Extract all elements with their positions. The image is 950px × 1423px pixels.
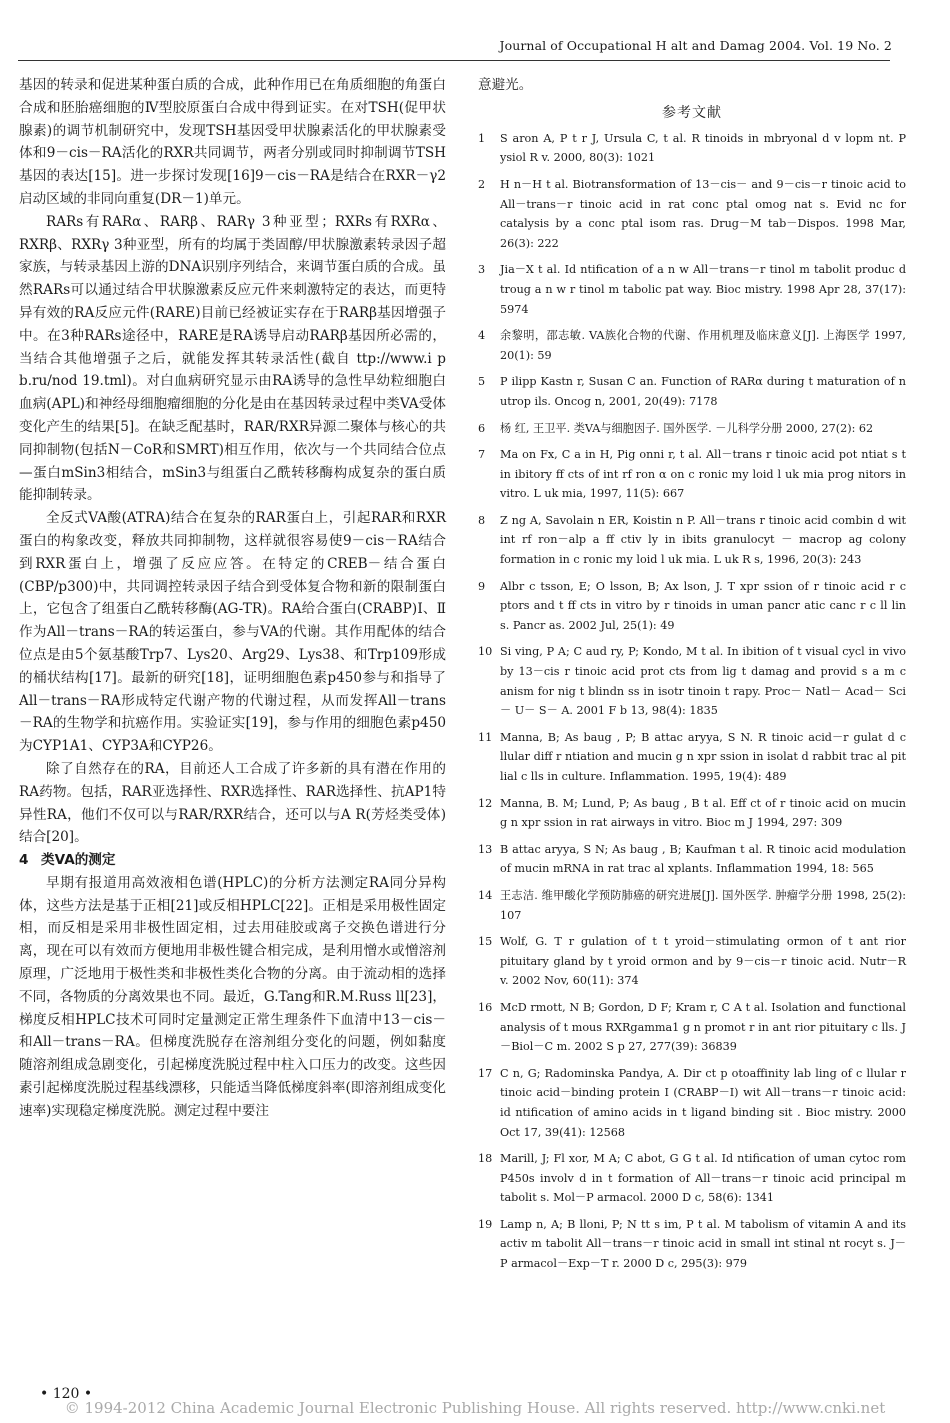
body-paragraph: 除了自然存在的RA，目前还人工合成了许多新的具有潜在作用的RA药物。包括，RAR亚选择性、RXR选择性、RAR选择性、抗AP1特异性RA，他们不仅可以与RAR/RXR结合，还可以与A R(芳烃类受体)结合[20]。 xyxy=(19,760,446,846)
reference-number: 15 xyxy=(478,935,493,949)
reference-number: 2 xyxy=(478,177,486,191)
reference-item xyxy=(478,372,906,411)
reference-text: H n－H t al. Biotransformation of 13－cis－ and 9－cis－r tinoic acid to All－trans－r tinoic acid in rat conc ptal omog nat s. Evid nc for catalysis by a conc ptal isom ras. Drug－M tab－Dispos. 1998 Mar, 26(3): 222 xyxy=(500,177,906,250)
right-column xyxy=(478,74,906,1281)
reference-item xyxy=(478,1064,906,1142)
reference-number: 16 xyxy=(478,1000,493,1014)
reference-item xyxy=(478,175,906,253)
reference-text: Si ving, P A; C aud ry, P; Kondo, M t al. In ibition of t visual cycl in vivo by 13－cis r tinoic acid prot cts from lig t damag and provid s a m c anism for nig t blindn ss in isotr tinoin t rapy. Proc－ Natl－ Acad－ Sci－ U－ S－ A. 2001 F b 13, 98(4): 1835 xyxy=(500,645,906,718)
reference-number: 18 xyxy=(478,1152,493,1166)
running-header: Journal of Occupational H alt and Damag 2004. Vol. 19 No. 2 xyxy=(499,38,892,53)
references-title: 参考文献 xyxy=(662,104,722,121)
copyright-footer: © 1994-2012 China Academic Journal Electronic Publishing House. All rights reserved. http://www.cnki.net xyxy=(64,1399,886,1417)
reference-text: Wolf, G. T r gulation of t t yroid－stimulating ormon of t ant rior pituitary gland by t yroid ormon and by 9－cis－r tinoic acid. Nutr－R v. 2002 Nov, 60(11): 374 xyxy=(500,935,906,988)
reference-text: Ma on Fx, C a in H, Pig onni r, t al. All－trans r tinoic acid pot ntiat s t in ibitory ff cts of int rf ron α on c ronic my loid l uk mia prog nitors in vitro. L uk mia, 1997, 11(5): 667 xyxy=(500,448,906,501)
reference-text: S aron A, P t r J, Ursula C, t al. R tinoids in mbryonal d v lopm nt. P ysiol R v. 2000, 80(3): 1021 xyxy=(500,131,906,165)
reference-item xyxy=(478,1215,906,1274)
header-rule xyxy=(18,60,890,61)
reference-text: McD rmott, N B; Gordon, D F; Kram r, C A t al. Isolation and functional analysis of t mous RXRgamma1 g n promot r in ant rior pituitary c lls. J－Biol－C m. 2002 S p 27, 277(39): 36839 xyxy=(500,1000,906,1054)
reference-item xyxy=(478,326,906,365)
reference-text: Manna, B. M; Lund, P; As baug , B t al. Eff ct of r tinoic acid on mucin g n xpr ssion in rat airways in vitro. Bioc m J 1994, 297: 309 xyxy=(500,796,906,830)
reference-number: 19 xyxy=(478,1217,493,1231)
section-heading xyxy=(19,849,446,872)
reference-item xyxy=(478,886,906,925)
reference-text: 余黎明，邵志敏. VA族化合物的代谢、作用机理及临床意义[J]. 上海医学 1997, 20(1): 59 xyxy=(500,329,906,362)
reference-item xyxy=(478,260,906,319)
body-paragraph: 全反式VA酸(ATRA)结合在复杂的RAR蛋白上，引起RAR和RXR蛋白的构象改变，释放共同抑制物，这样就很容易使9－cis－RA结合到RXR蛋白上，增强了反应应答。在特定的CREB－结合蛋白(CBP/p300)中，共同调控转录因子结合到受体复合物和新的限制蛋白上，它包含了组蛋白乙酰转移酶(AG-TR)。RA给合蛋白(CRABP)Ⅰ、Ⅱ作为All－trans－RA的转运蛋白，参与VA的代谢。其作用配体的结合位点是由5个氨基酸Trp7、Lys20、Arg29、Lys38、和Trp109形成的桶状结构[17]。最新的研究[18]，证明细胞色素p450参与和指导了All－trans－RA形成特定代谢产物的代谢过程，从而发挥All－trans－RA的生物学和抗癌作用。实验证实[19]，参与作用的细胞色素p450为CYP1A1、CYP3A和CYP26。 xyxy=(19,510,446,755)
reference-number: 17 xyxy=(478,1066,493,1080)
reference-text: Albr c tsson, E; O lsson, B; Ax lson, J. T xpr ssion of r tinoic acid r c ptors and t ff cts in vitro by r tinoids in uman pancr atic canc r c ll lin s. Pancr as. 2002 Jul, 25(1): 49 xyxy=(500,579,906,632)
reference-item xyxy=(478,129,906,168)
reference-list xyxy=(478,129,906,1274)
reference-number: 3 xyxy=(478,263,486,277)
reference-number: 6 xyxy=(478,421,486,435)
continued-paragraph: 意避光。 xyxy=(478,77,533,93)
reference-text: P ilipp Kastn r, Susan C an. Function of RARα during t maturation of n utrop ils. Oncog n, 2001, 20(49): 7178 xyxy=(500,375,906,408)
reference-text: C n, G; Radominska Pandya, A. Dir ct p otoaffinity lab ling of c llular r tinoic acid－binding protein I (CRABP－I) wit All－trans－r tinoic acid: id ntification of amino acids in t ligand binding sit . Bioc mistry. 2000 Oct 17, 39(41): 12568 xyxy=(500,1066,906,1139)
reference-number: 8 xyxy=(478,513,486,527)
reference-item xyxy=(478,445,906,504)
reference-text: B attac aryya, S N; As baug , B; Kaufman t al. R tinoic acid modulation of mucin mRNA in rat trac al xplants. Inflammation 1994, 18: 565 xyxy=(500,842,906,876)
body-paragraph: RARs有RARα、RARβ、RARγ 3种亚型；RXRs有RXRα、RXRβ、RXRγ 3种亚型，所有的均属于类固醇/甲状腺激素转录因子超家族，与转录基因上游的DNA识别序列结合，来调节蛋白质的合成。虽然RARs可以通过结合甲状腺激素反应元件来刺激特定的表达，而更特异有效的RA反应元件(RARE)目前已经被证实存在于RARβ基因增强子中。在3种RARs途径中，RARE是RA诱导启动RARβ基因所必需的，当结合其他增强子之后，就能发挥其转录活性(截自 ttp://www.i p b.ru/nod 19.tml)。对白血病研究显示由RA诱导的急性早幼粒细胞白血病(APL)和神经母细胞瘤细胞的分化是由在基因转录过程中类VA受体变化产生的结果[5]。在缺乏配基时，RAR/RXR异源二聚体与核心的共同抑制物(包括N－CoR和SMRT)相互作用，依次与一个共同结合位点—蛋白mSin3相结合，mSin3与组蛋白乙酰转移酶构成复杂的蛋白质能抑制转录。 xyxy=(19,213,446,504)
reference-number: 7 xyxy=(478,448,486,462)
reference-item xyxy=(478,728,906,787)
body-paragraph: 基因的转录和促进某种蛋白质的合成，此种作用已在角质细胞的角蛋白合成和胚胎癌细胞的Ⅳ型胶原蛋白合成中得到证实。在对TSH(促甲状腺素)的调节机制研究中，发现TSH基因受甲状腺素活化的甲状腺素受体和9－cis－RA活化的RXR共同调节，两者分别或同时抑制调节TSH基因的表达[15]。进一步探讨发现[16]9－cis－RA是结合在RXR－γ2启动区域的非同向重复(DR－1)单元。 xyxy=(19,77,446,207)
reference-item xyxy=(478,932,906,991)
reference-number: 1 xyxy=(478,131,486,145)
reference-text: Marill, J; Fl xor, M A; C abot, G G t al. Id ntification of uman cytoc rom P450s involv d in t formation of All－trans－r tinoic acid principal m tabolit s. Mol－P armacol. 2000 D c, 58(6): 1341 xyxy=(500,1152,906,1205)
reference-item xyxy=(478,419,906,439)
reference-item xyxy=(478,577,906,636)
left-column xyxy=(19,74,446,1123)
reference-number: 5 xyxy=(478,375,486,389)
reference-number: 9 xyxy=(478,579,486,593)
section-title: 类VA的测定 xyxy=(41,852,116,869)
reference-item xyxy=(478,998,906,1057)
reference-text: 王志洁. 维甲酸化学预防肺癌的研究进展[J]. 国外医学. 肿瘤学分册 1998, 25(2): 107 xyxy=(500,888,906,922)
reference-number: 10 xyxy=(478,645,493,659)
reference-text: Z ng A, Savolain n ER, Koistin n P. All－trans r tinoic acid combin d wit int rf ron－alp a ff ctiv ly in ibits granulocyt － macrop ag colony formation in c ronic my loid l uk mia. L uk R s, 1996, 20(3): 243 xyxy=(500,513,906,567)
reference-number: 4 xyxy=(478,329,486,343)
reference-number: 11 xyxy=(478,730,493,744)
body-paragraph: 早期有报道用高效液相色谱(HPLC)的分析方法测定RA同分异构体，这些方法是基于正相[21]或反相HPLC[22]。正相是采用极性固定相，而反相是采用非极性固定相，过去用硅胶或离子交换色谱进行分离，现在可以有效而方便地用非极性键合相完成，是利用憎水或憎溶剂原理，广泛地用于极性类和非极性类化合物的分离。由于流动相的选择不同，各物质的分离效果也不同。最近，G.Tang和R.M.Russ ll[23]，梯度反相HPLC技术可同时定量测定正常生理条件下血清中13－cis－和All－trans－RA。但梯度洗脱存在溶剂组分变化的问题，例如黏度随溶剂组成急剧变化，引起梯度洗脱过程中柱入口压力的改变。这些因素引起梯度洗脱过程基线漂移，只能适当降低梯度斜率(即溶剂组成变化速率)实现稳定梯度洗脱。测定过程中要注 xyxy=(19,874,446,1119)
reference-number: 14 xyxy=(478,888,493,902)
reference-item xyxy=(478,642,906,720)
reference-number: 13 xyxy=(478,842,493,856)
reference-item xyxy=(478,794,906,833)
page-number: • 120 • xyxy=(40,1386,93,1402)
reference-item xyxy=(478,511,906,570)
reference-text: Manna, B; As baug , P; B attac aryya, S N. R tinoic acid－r gulat d c llular diff r ntiation and mucin g n xpr ssion in isolat d rabbit trac al pit lial c lls in culture. Inflammation. 1995, 19(4): 489 xyxy=(500,730,906,784)
reference-number: 12 xyxy=(478,796,493,810)
reference-text: Jia－X t al. Id ntification of a n w All－trans－r tinol m tabolit produc d troug a n w r tinol m tabolic pat way. Bioc mistry. 1998 Apr 28, 37(17): 5974 xyxy=(500,263,906,316)
reference-item xyxy=(478,840,906,879)
reference-text: 杨 红, 王卫平. 类VA与细胞因子. 国外医学. －儿科学分册 2000, 27(2): 62 xyxy=(500,421,874,435)
reference-item xyxy=(478,1149,906,1208)
section-number: 4 xyxy=(19,852,29,869)
reference-text: Lamp n, A; B lloni, P; N tt s im, P t al. M tabolism of vitamin A and its activ m tabolit All－trans－r tinoic acid in small int stinal nt rocyt s. J－P armacol－Exp－T r. 2000 D c, 295(3): 979 xyxy=(500,1217,906,1271)
